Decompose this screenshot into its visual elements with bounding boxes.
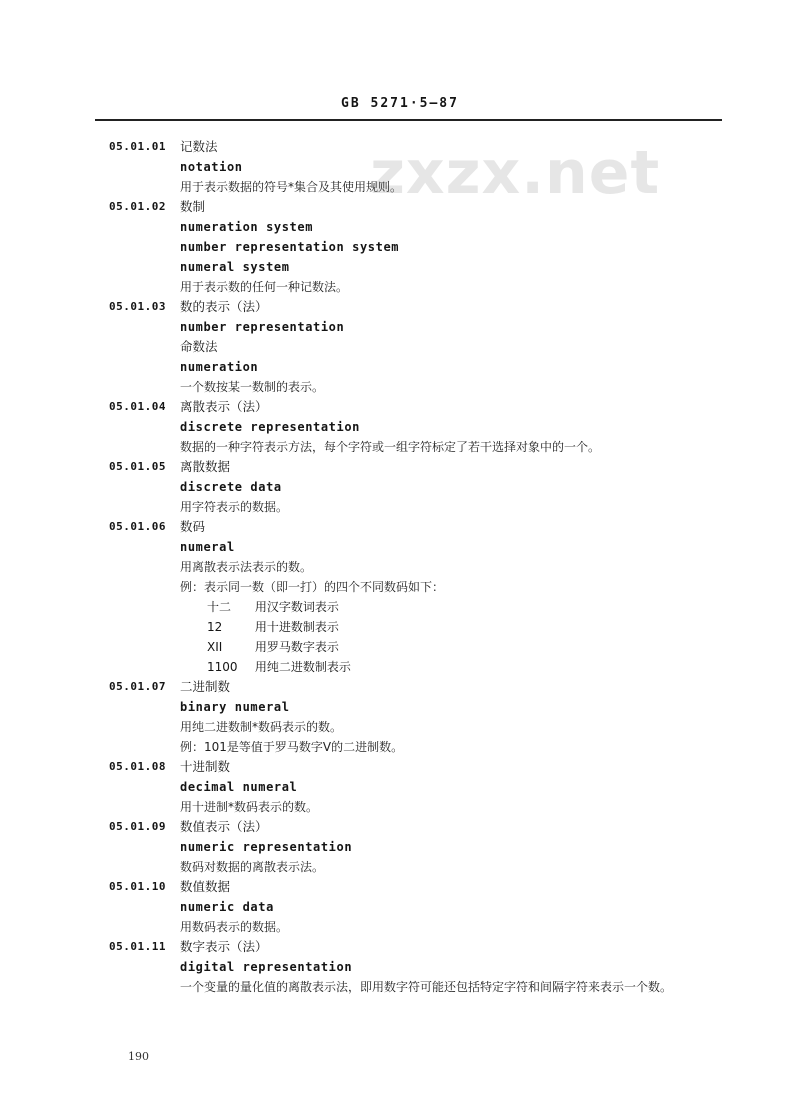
term-definition: 一个数按某一数制的表示。 bbox=[180, 380, 325, 394]
term-en: digital representation bbox=[180, 960, 353, 974]
term-entry bbox=[0, 457, 800, 517]
term-zh: 数的表示（法） bbox=[180, 299, 268, 314]
term-en: discrete representation bbox=[180, 420, 360, 434]
term-zh: 十进制数 bbox=[180, 759, 231, 774]
term-entry bbox=[0, 817, 800, 877]
example-code: 12 bbox=[207, 620, 223, 634]
term-en: discrete data bbox=[180, 480, 282, 494]
term-en: decimal numeral bbox=[180, 780, 298, 794]
term-definition: 用纯二进数制*数码表示的数。 bbox=[180, 720, 343, 734]
term-number: 05.01.03 bbox=[109, 300, 166, 313]
example-desc: 用纯二进数制表示 bbox=[254, 660, 351, 674]
term-zh: 二进制数 bbox=[180, 679, 231, 694]
term-zh: 数制 bbox=[180, 199, 206, 214]
term-list bbox=[0, 137, 800, 997]
example-code: XII bbox=[207, 640, 223, 654]
example-desc: 用罗马数字表示 bbox=[254, 640, 339, 654]
term-en: number representation bbox=[180, 320, 345, 334]
watermark: zxzx.net bbox=[370, 138, 661, 208]
term-entry bbox=[0, 877, 800, 937]
term-example: 例：101是等值于罗马数字V的二进制数。 bbox=[180, 740, 404, 754]
term-zh: 数字表示（法） bbox=[180, 939, 268, 954]
page-number: 190 bbox=[128, 1050, 149, 1063]
term-number: 05.01.02 bbox=[109, 200, 166, 213]
term-definition: 用数码表示的数据。 bbox=[180, 920, 289, 934]
term-entry bbox=[0, 137, 800, 197]
term-entry bbox=[0, 757, 800, 817]
term-entry bbox=[0, 397, 800, 457]
term-definition: 用离散表示法表示的数。 bbox=[180, 560, 313, 574]
example-row bbox=[207, 597, 800, 617]
term-en: numeral bbox=[180, 540, 235, 554]
term-zh: 数值数据 bbox=[180, 879, 231, 894]
term-entry bbox=[0, 937, 800, 997]
example-row bbox=[207, 637, 800, 657]
term-number: 05.01.11 bbox=[109, 940, 166, 953]
term-number: 05.01.10 bbox=[109, 880, 166, 893]
example-desc: 用汉字数词表示 bbox=[254, 600, 339, 614]
term-zh: 数值表示（法） bbox=[180, 819, 268, 834]
term-definition: 用于表示数据的符号*集合及其使用规则。 bbox=[180, 180, 403, 194]
document-header: GB 5271·5—87 bbox=[341, 96, 459, 111]
example-code: 十二 bbox=[207, 600, 232, 614]
term-entry bbox=[0, 517, 800, 677]
header-rule bbox=[95, 119, 722, 121]
term-en: numeral system bbox=[180, 260, 290, 274]
term-en: notation bbox=[180, 160, 243, 174]
term-en-alt: numeration bbox=[180, 360, 259, 374]
term-number: 05.01.04 bbox=[109, 400, 166, 413]
term-zh: 数码 bbox=[180, 519, 206, 534]
term-definition: 数据的一种字符表示方法，每个字符或一组字符标定了若干选择对象中的一个。 bbox=[180, 440, 601, 454]
term-definition: 一个变量的量化值的离散表示法，即用数字符可能还包括特定字符和间隔字符来表示一个数。 bbox=[180, 980, 673, 994]
term-en: number representation system bbox=[180, 240, 400, 254]
term-number: 05.01.05 bbox=[109, 460, 166, 473]
term-en: numeric representation bbox=[180, 840, 353, 854]
term-definition: 数码对数据的离散表示法。 bbox=[180, 860, 325, 874]
term-definition: 用字符表示的数据。 bbox=[180, 500, 289, 514]
term-zh-alt: 命数法 bbox=[180, 339, 218, 354]
term-entry bbox=[0, 197, 800, 297]
term-en: numeration system bbox=[180, 220, 314, 234]
term-number: 05.01.07 bbox=[109, 680, 166, 693]
example-code: 1100 bbox=[207, 660, 238, 674]
term-definition: 用十进制*数码表示的数。 bbox=[180, 800, 319, 814]
term-zh: 离散表示（法） bbox=[180, 399, 268, 414]
term-number: 05.01.08 bbox=[109, 760, 166, 773]
term-zh: 离散数据 bbox=[180, 459, 231, 474]
term-example: 例：表示同一数（即一打）的四个不同数码如下： bbox=[180, 580, 445, 594]
example-row bbox=[207, 657, 800, 677]
term-zh: 记数法 bbox=[180, 139, 218, 154]
term-en: binary numeral bbox=[180, 700, 290, 714]
term-entry bbox=[0, 297, 800, 397]
term-number: 05.01.06 bbox=[109, 520, 166, 533]
term-definition: 用于表示数的任何一种记数法。 bbox=[180, 280, 349, 294]
example-row bbox=[207, 617, 800, 637]
example-desc: 用十进数制表示 bbox=[254, 620, 339, 634]
term-number: 05.01.01 bbox=[109, 140, 166, 153]
term-number: 05.01.09 bbox=[109, 820, 166, 833]
term-en: numeric data bbox=[180, 900, 274, 914]
term-entry bbox=[0, 677, 800, 757]
